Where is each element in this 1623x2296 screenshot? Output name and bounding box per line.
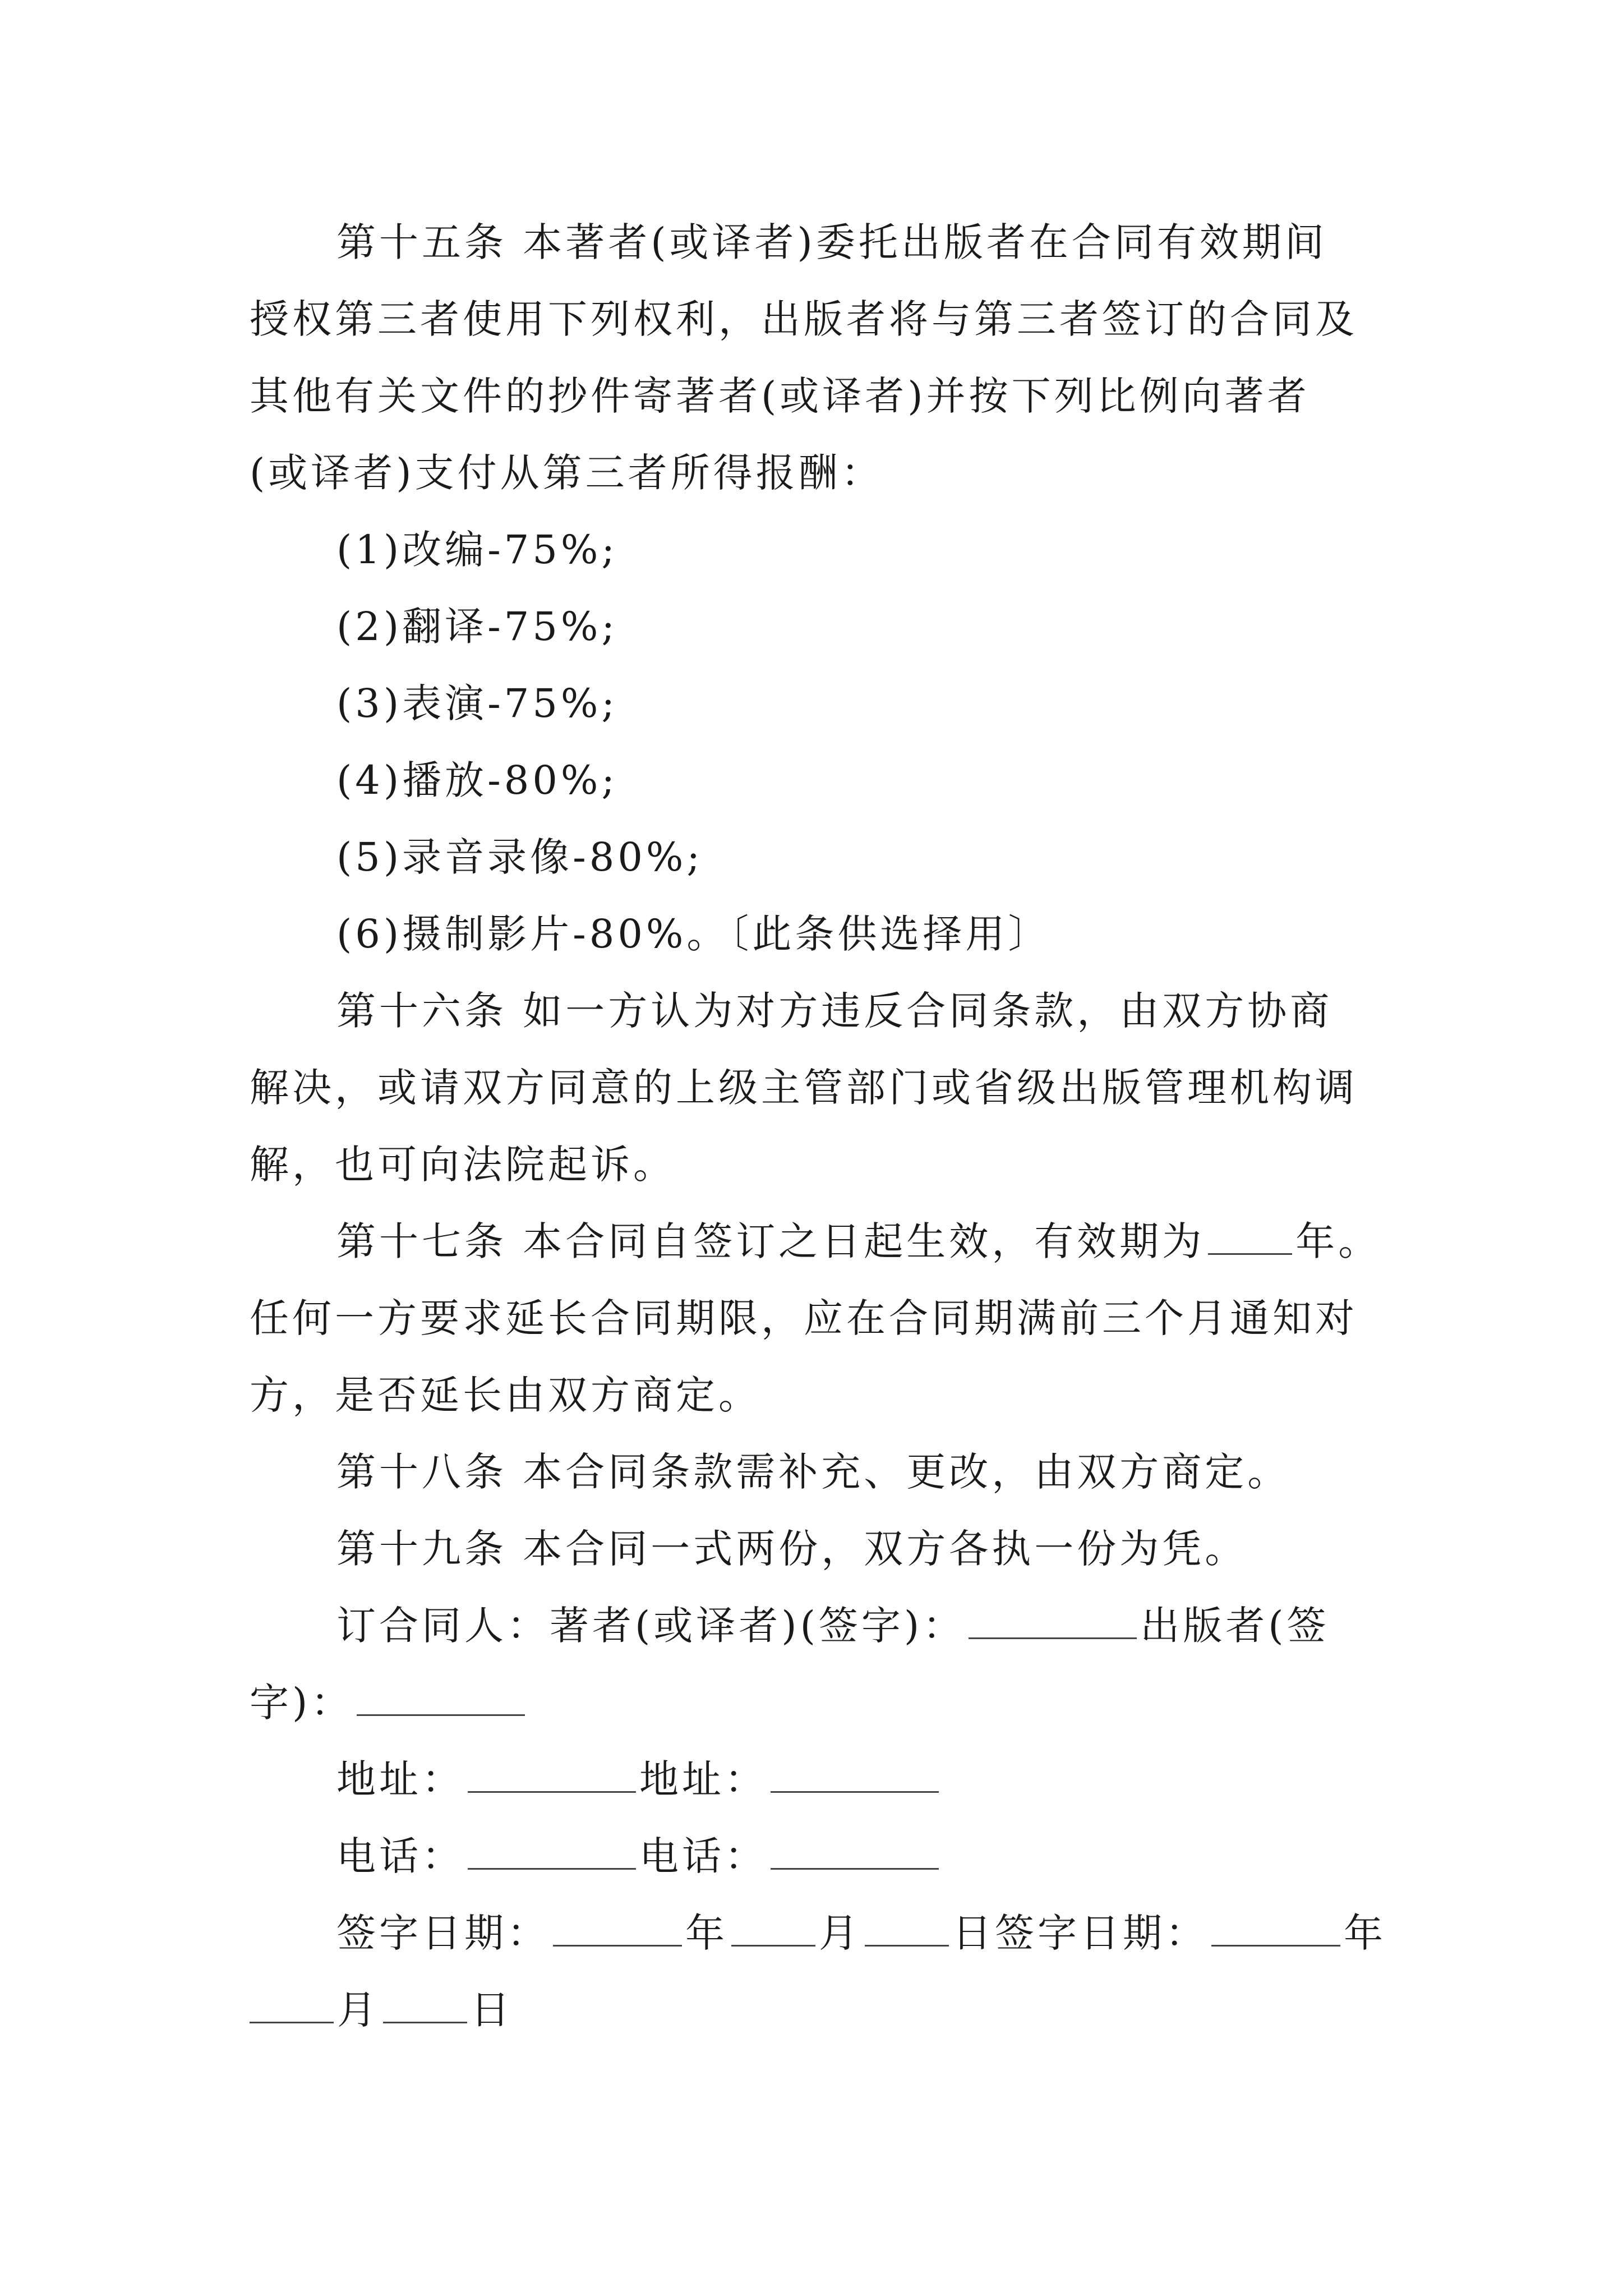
date-label: 签字日期： (995, 1910, 1208, 1956)
address-line (336, 1749, 1402, 1810)
list-item: (2)翻译-75%; (336, 604, 618, 650)
author-year-blank[interactable] (553, 1909, 682, 1947)
article-16-line-1: 第十六条 如一方认为对方违反合同条款，由双方协商 (336, 988, 1333, 1034)
publisher-year-blank[interactable] (1211, 1909, 1340, 1947)
date-label: 签字日期： (336, 1910, 550, 1956)
day-label: 日 (952, 1910, 995, 1956)
publisher-phone-blank[interactable] (771, 1832, 939, 1870)
article-15-line-4: (或译者)支付从第三者所得报酬： (250, 450, 884, 496)
signature-line-2 (250, 1672, 1394, 1733)
list-item: (6)摄制影片-80%。〔此条供选择用〕 (336, 911, 1051, 957)
list-item: (4)播放-80%; (336, 757, 618, 803)
month-label: 月 (337, 1987, 380, 2033)
article-16-line-3: 解，也可向法院起诉。 (250, 1142, 676, 1188)
publisher-address-blank[interactable] (771, 1755, 939, 1793)
phone-label: 电话： (639, 1833, 767, 1879)
author-phone-blank[interactable] (468, 1832, 636, 1870)
article-15-line-2: 授权第三者使用下列权利，出版者将与第三者签订的合同及 (250, 296, 1358, 342)
month-label: 月 (819, 1910, 861, 1956)
article-15-line-1: 第十五条 本著者(或译者)委托出版者在合同有效期间 (336, 219, 1327, 265)
author-signature-label: 订合同人：著者(或译者)(签字)： (336, 1603, 966, 1649)
date-line-1 (336, 1903, 1402, 1963)
publisher-signature-blank[interactable] (357, 1678, 525, 1716)
article-18: 第十八条 本合同条款需补充、更改，由双方商定。 (336, 1449, 1290, 1495)
publisher-day-blank[interactable] (383, 1986, 467, 2023)
list-item: (5)录音录像-80%; (336, 834, 703, 880)
date-line-2 (250, 1980, 1394, 2040)
year-label: 年 (685, 1910, 728, 1956)
author-month-blank[interactable] (731, 1909, 815, 1947)
term-years-blank[interactable] (1208, 1217, 1292, 1255)
publisher-signature-label: 出版者(签 (1140, 1603, 1330, 1649)
author-address-blank[interactable] (468, 1755, 636, 1793)
address-label: 地址： (336, 1756, 464, 1802)
list-item: (3)表演-75%; (336, 680, 618, 726)
author-signature-blank[interactable] (969, 1602, 1137, 1639)
article-17-line-3: 方，是否延长由双方商定。 (250, 1372, 761, 1418)
article-16-line-2: 解决，或请双方同意的上级主管部门或省级出版管理机构调 (250, 1065, 1358, 1111)
phone-line (336, 1826, 1402, 1887)
article-15-line-3: 其他有关文件的抄件寄著者(或译者)并按下列比例向著者 (250, 373, 1310, 419)
signature-line-1 (336, 1595, 1402, 1656)
year-label: 年 (1344, 1910, 1386, 1956)
article-17-line-2: 任何一方要求延长合同期限，应在合同期满前三个月通知对 (250, 1295, 1358, 1341)
article-19: 第十九条 本合同一式两份，双方各执一份为凭。 (336, 1526, 1248, 1572)
year-label: 年。 (1295, 1218, 1381, 1264)
article-17-text: 第十七条 本合同自签订之日起生效，有效期为 (336, 1218, 1205, 1264)
publisher-month-blank[interactable] (250, 1986, 334, 2023)
list-item: (1)改编-75%; (336, 527, 618, 573)
phone-label: 电话： (336, 1833, 464, 1879)
author-day-blank[interactable] (865, 1909, 949, 1947)
day-label: 日 (471, 1987, 513, 2033)
article-17-line-1 (336, 1211, 1402, 1272)
publisher-signature-label-cont: 字)： (250, 1680, 354, 1726)
address-label: 地址： (639, 1756, 767, 1802)
